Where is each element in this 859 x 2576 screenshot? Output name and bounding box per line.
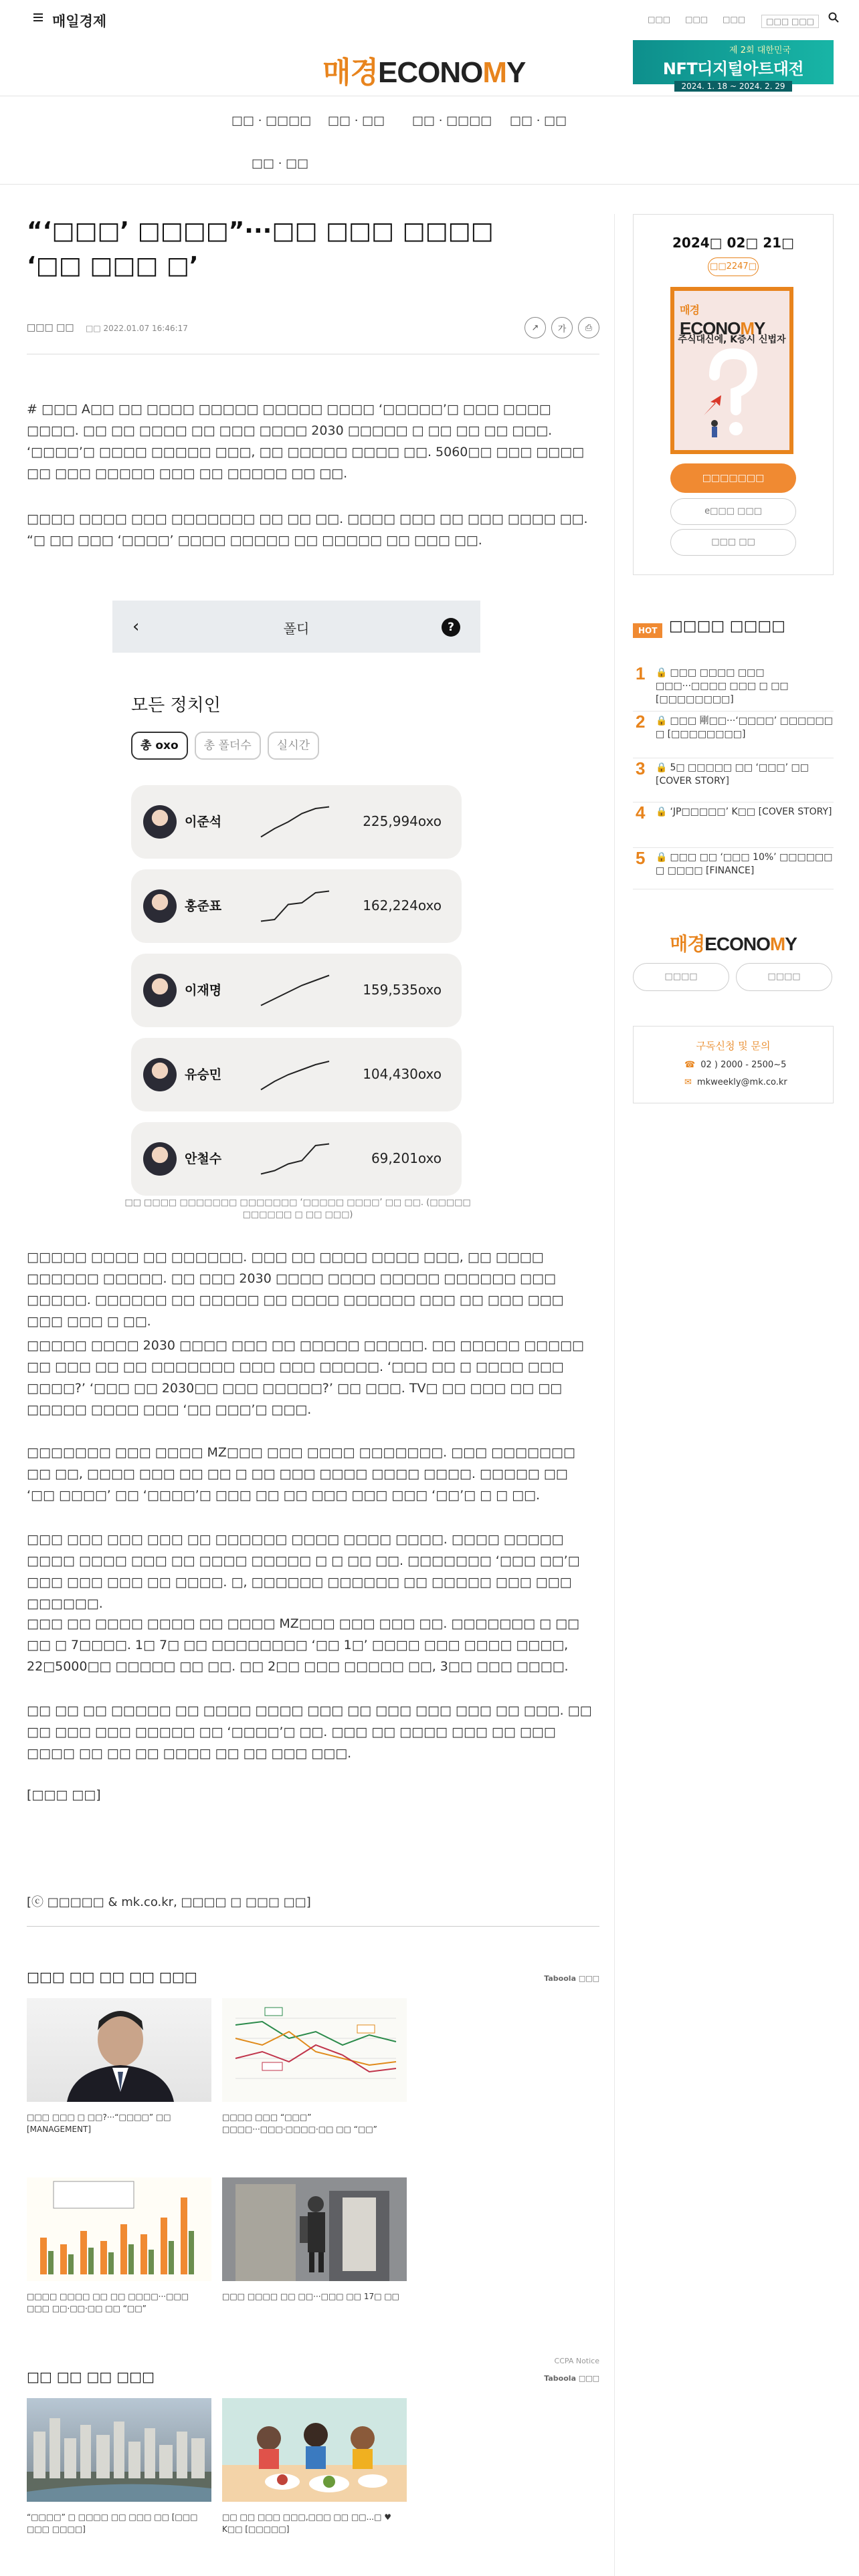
subscribe-button[interactable]: □□□□□□□: [670, 463, 796, 493]
sidebar-divider: [614, 214, 615, 2576]
recommend-thumbnail-bars: [27, 2177, 211, 2281]
popular-item[interactable]: [633, 758, 834, 802]
ad-line2: NFT디지털아트대전: [662, 60, 804, 78]
ccpa-notice-link[interactable]: CCPA Notice: [554, 2357, 599, 2365]
more-issues-button[interactable]: □□□ □□: [670, 529, 796, 556]
issue-date: 2024□ 02□ 21□: [672, 235, 794, 251]
nav-item-1[interactable]: □□ · □□□□: [231, 114, 312, 128]
article-paragraph: □□□□□ □□□□ 2030 □□□□ □□□ □□ □□□□□ □□□□□. □□ □□□□□ □□□□□ □□ □□□ □□ □□ □□□□□□□ □□□ □□□ □□□□□. ‘□□□ □□ □ □□□□ □□□ □□□□?’ ‘□□□ □□ 2030□□ □□□ □□□□□?’ □□ □□□. TV□ □□ □□□ □□ □□ □□□□□ □□□□ □□□ ‘□□ □□□’□ □□□.: [27, 1338, 584, 1417]
politician-score: 104,430oxo: [363, 1066, 442, 1082]
recommend-title: □□□□ □□□ “□□□” □□□□···□□□·□□□□·□□ □□ “□□”: [222, 2113, 377, 2134]
sparkline-path: [261, 807, 329, 837]
politician-name: 이준석: [185, 815, 222, 829]
recommend-title: □□□□ □□□□ □□ □□ □□□□···□□□ □□□ □□·□□·□□ □□ “□□”: [27, 2292, 189, 2313]
recommend-card[interactable]: [27, 2177, 211, 2315]
popular-item[interactable]: [633, 663, 834, 712]
recommend-card[interactable]: [27, 1998, 211, 2135]
logo-part-m: M: [482, 56, 507, 89]
trend-sparkline: [258, 1140, 332, 1178]
login-button[interactable]: □□□ □□□: [761, 15, 819, 28]
recommend-thumbnail-portrait: [27, 1998, 211, 2102]
recommend-thumbnail-city: [27, 2398, 211, 2502]
popular-item[interactable]: [633, 712, 834, 758]
hamburger-menu-icon[interactable]: [33, 13, 43, 23]
politician-avatar: [143, 1058, 177, 1091]
app-title: 폴디: [283, 621, 310, 637]
popular-heading: □□□□ □□□□: [669, 618, 785, 635]
article-paragraph: □□□ □□ □□□□ □□□□ □□ □□□□ MZ□□□ □□□ □□□ □□. □□□□□□□ □ □□ □□ □ 7□□□□. 1□ 7□ □□ □□□□□□□□ ‘□□ 1□’ □□□□ □□□ □□□□ □□□□, 22□5000□□ □□□□□ □□ □□. □□ 2□□ □□□ □□□□□ □□, 3□□ □□□ □□□□.: [27, 1616, 579, 1674]
hot-badge: HOT: [633, 623, 662, 638]
popular-rank: 2: [636, 712, 646, 732]
contact-email-text: mkweekly@mk.co.kr: [696, 1077, 787, 1087]
util-link-2[interactable]: □□□: [685, 15, 708, 24]
sparkline-path: [261, 891, 329, 922]
app-tab-realtime: 실시간: [268, 732, 319, 760]
politician-card: [131, 1122, 462, 1196]
dateline: □□ 2022.01.07 16:46:17: [86, 324, 188, 333]
copyright-notice: [ⓒ □□□□□ & mk.co.kr, □□□□ □ □□□ □□]: [27, 1895, 311, 1909]
popular-title: □□□ □□ ‘□□□ 10%’ □□□□□□ □ □□□□ [FINANCE]: [656, 852, 833, 876]
recommend-title: □□□ □□□□ □□ □□···□□□ □□ 17□ □□: [222, 2292, 400, 2301]
lock-icon: 🔒: [656, 807, 668, 817]
magazine-cover[interactable]: [670, 287, 793, 454]
sparkline-path: [261, 1061, 329, 1090]
trend-sparkline: [258, 802, 332, 841]
phone-icon: ☎: [684, 1060, 696, 1070]
search-icon[interactable]: [828, 12, 839, 23]
font-size-icon[interactable]: 가: [551, 317, 573, 338]
politician-name: 안철수: [185, 1152, 222, 1166]
recommend-card[interactable]: [27, 2398, 211, 2535]
sparkline-path: [261, 1144, 329, 1174]
logo-part-y: Y: [506, 56, 526, 89]
ebook-button[interactable]: e□□□ □□□: [670, 498, 796, 525]
nav-item-2[interactable]: □□ · □□: [328, 114, 385, 128]
recommend-card[interactable]: [222, 2177, 407, 2302]
politician-name: 유승민: [185, 1067, 222, 1082]
popular-item[interactable]: [633, 802, 834, 848]
side-logo-y: Y: [785, 934, 797, 954]
app-top-bar: [112, 601, 480, 653]
politician-score: 162,224oxo: [363, 897, 442, 914]
article-paragraph: # □□□ A□□ □□ □□□□ □□□□□ □□□□□ □□□□ ‘□□□□□’□ □□□ □□□□ □□□□. □□ □□ □□□□ □□ □□□ □□□□ 2030 □□□□□ □ □□ □□ □□ □□□. ‘□□□□’□ □□□□ □□□□□ □□□, □□ □□□□□ □□□□ □□. 5060□□ □□□ □□□□ □□ □□□ □□□□□ □□□ □□ □□□□□ □□ □□.: [27, 402, 585, 481]
lock-icon: 🔒: [656, 716, 668, 726]
contact-title: 구독신청 및 문의: [696, 1040, 771, 1052]
cover-headline: 주식대신에, K증시 신법자: [678, 334, 786, 345]
side-logo-k: 매경: [670, 934, 705, 954]
top-bar: [0, 0, 859, 40]
recommend-title: “□□□□” □ □□□□ □□ □□□ □□ [□□□ □□□ □□□□]: [27, 2512, 198, 2534]
lock-icon: 🔒: [656, 762, 668, 773]
app-tabs: [131, 732, 319, 760]
app-tab-total-folders: 총 폴더수: [195, 732, 261, 760]
article-paragraph: □□ □□ □□ □□□□□ □□ □□□□ □□□□ □□□ □□ □□□ □□□ □□□ □□ □□□. □□ □□ □□□ □□□ □□□□□ □□ ‘□□□□’□ □□. □□□ □□ □□□□ □□□ □□ □□□ □□□□ □□ □□ □□ □□□□ □□ □□ □□□ □□□.: [27, 1703, 592, 1761]
masthead: [0, 40, 859, 96]
cover-logo-a: 매경: [680, 305, 699, 316]
politician-card: [131, 1038, 462, 1111]
reporter-signoff: [□□□ □□]: [27, 1788, 101, 1802]
trend-sparkline: [258, 1055, 332, 1094]
byline: □□□ □□: [27, 322, 74, 333]
print-icon[interactable]: ⎙: [578, 317, 599, 338]
article-paragraph: □□□□□ □□□□ □□ □□□□□□. □□□ □□ □□□□ □□□□ □□□, □□ □□□□ □□□□□□ □□□□□. □□ □□□ 2030 □□□□ □□□□ □□□□□ □□□□□□ □□□ □□□□□. □□□□□□ □□ □□□□□ □□ □□□□ □□□□□□ □□□ □□ □□□ □□□ □□□ □□□ □ □□.: [27, 1250, 564, 1329]
app-heading: 모든 정치인: [131, 695, 221, 716]
trend-sparkline: [258, 887, 332, 926]
side-logo-e: ECONO: [704, 934, 770, 954]
popular-item[interactable]: [633, 848, 834, 889]
ad-line3: 2024. 1. 18 ~ 2024. 2. 29: [674, 81, 791, 92]
politician-score: 69,201oxo: [371, 1150, 442, 1166]
article-paragraph: □□□□□□□ □□□ □□□□ MZ□□□ □□□ □□□□ □□□□□□□. □□□ □□□□□□□ □□ □□, □□□□ □□□ □□ □□ □ □□ □□□ □□□□ □□□□ □□□□. □□□□□ □□ ‘□□ □□□□’ □□ ‘□□□□’□ □□□ □□ □□ □□□ □□□ □□□ ‘□□’□ □ □ □□.: [27, 1445, 575, 1503]
mail-icon: ✉: [684, 1077, 692, 1087]
util-link-3[interactable]: □□□: [723, 15, 746, 24]
politician-avatar: [143, 974, 177, 1007]
article-paragraph: □□□ □□□ □□□ □□□ □□ □□□□□□ □□□□ □□□□ □□□□. □□□□ □□□□□ □□□□ □□□□ □□□ □□ □□□□ □□□□□ □ □ □□ □□. □□□□□□□ ‘□□□ □□’□ □□□ □□□ □□□ □□ □□□□. □, □□□□□□ □□□□□□ □□ □□□□□ □□□ □□□ □□□□□□.: [27, 1532, 580, 1611]
question-mark-illustration: [701, 348, 761, 442]
contact-email[interactable]: [684, 1077, 787, 1087]
recommend-thumbnail-illustration: [222, 2398, 407, 2502]
politician-avatar: [143, 1142, 177, 1176]
taboola-label[interactable]: Taboola □□□: [544, 2374, 599, 2383]
popular-title: □□□ □□□□ □□□ □□□···□□□□ □□□ □ □□ [□□□□□□□□]: [656, 667, 789, 705]
recommend-thumbnail-chart: [222, 1998, 407, 2102]
popular-title: ‘JP□□□□□’ K□□ [COVER STORY]: [670, 807, 832, 817]
recommend-title: □□ □□ □□□ □□□,□□□ □□ □□...□ ♥ K□□ [□□□□□]: [222, 2512, 391, 2534]
politician-name: 홍준표: [185, 899, 222, 914]
politician-card: [131, 954, 462, 1027]
nav-item-3[interactable]: □□ · □□□□: [412, 114, 492, 128]
cover-logo-c: M: [740, 318, 755, 338]
lock-icon: 🔒: [656, 667, 668, 678]
politician-card: [131, 869, 462, 943]
article-paragraph: □□□□ □□□□ □□□ □□□□□□□ □□ □□ □□. □□□□ □□□ □□ □□□ □□□□ □□. “□ □□ □□□ ‘□□□□’ □□□□ □□□□□ □□ □□□□□ □□ □□□ □□.: [27, 512, 588, 548]
popular-rank: 3: [636, 758, 646, 778]
logo-part-e: ECONO: [378, 56, 483, 89]
popular-rank: 1: [636, 663, 646, 683]
politician-avatar: [143, 805, 177, 839]
popular-title: □□□ 剛□□···‘□□□□’ □□□□□□ □ [□□□□□□□□]: [656, 716, 834, 740]
popular-item-text: [656, 666, 834, 706]
divider: [27, 1926, 599, 1927]
logo-part-k: 매경: [322, 56, 379, 89]
popular-rank: 5: [636, 848, 646, 868]
politician-score: 159,535oxo: [363, 982, 442, 998]
recommend-heading-2: □□ □□ □□ □□□: [27, 2369, 155, 2385]
politician-score: 225,994oxo: [363, 813, 442, 829]
utility-links: [633, 15, 819, 28]
popular-title: 5□ □□□□□ □□ ‘□□□’ □□ [COVER STORY]: [656, 762, 809, 786]
contact-phone-text: 02 ) 2000 - 2500~5: [700, 1060, 787, 1070]
app-tab-total-oxo: 총 oxo: [131, 732, 188, 760]
site-name-link[interactable]: 매일경제: [52, 13, 107, 29]
issue-number: □□2247□: [708, 257, 759, 276]
recommend-heading-1: □□□ □□ □□ □□ □□□: [27, 1969, 197, 1985]
economy-logo-small[interactable]: [633, 930, 834, 956]
taboola-label[interactable]: Taboola □□□: [544, 1974, 599, 1983]
image-caption: □□ □□□□ □□□□□□□ □□□□□□□ ‘□□□□□ □□□□’ □□ □□. (□□□□□ □□□□□□ □ □□ □□□): [124, 1198, 471, 1220]
trend-sparkline: [258, 971, 332, 1010]
popular-item-text: [656, 805, 834, 819]
article-headline: “‘□□□’ □□□□”···□□ □□□ □□□□ ‘□□ □□□ □’: [27, 217, 494, 280]
article-meta: [27, 314, 599, 354]
cover-logo-b: ECONO: [680, 318, 741, 338]
back-arrow-icon: ‹: [132, 617, 140, 637]
help-icon: ?: [442, 618, 460, 637]
popular-item-text: [656, 714, 834, 741]
polldi-app-screenshot: [112, 601, 480, 1210]
nft-ad-banner[interactable]: [633, 40, 834, 91]
sidebar-pill-right[interactable]: □□□□: [736, 963, 832, 991]
economy-logo[interactable]: [322, 48, 525, 91]
util-link-1[interactable]: □□□: [648, 15, 671, 24]
sparkline-path: [261, 976, 329, 1006]
recommend-thumbnail-cctv: [222, 2177, 407, 2281]
side-logo-m: M: [769, 934, 785, 954]
lock-icon: 🔒: [656, 852, 668, 863]
recommend-card[interactable]: [222, 1998, 407, 2135]
popular-item-text: [656, 851, 834, 877]
sidebar-pill-left[interactable]: □□□□: [633, 963, 729, 991]
nav-item-5[interactable]: □□ · □□: [252, 156, 309, 171]
cover-logo-d: Y: [754, 318, 765, 338]
popular-rank: 4: [636, 802, 646, 823]
subscription-contact-box: [633, 1026, 834, 1103]
recommend-card[interactable]: [222, 2398, 407, 2535]
contact-phone: [684, 1060, 786, 1070]
recommend-title: □□□ □□□ □ □□?···“□□□□” □□ [MANAGEMENT]: [27, 2113, 171, 2134]
politician-name: 이재명: [185, 983, 222, 998]
article: [27, 214, 599, 2534]
politician-card: [131, 785, 462, 859]
popular-item-text: [656, 761, 834, 788]
share-buttons: [524, 317, 599, 338]
magazine-issue-box: [633, 214, 834, 575]
nav-item-4[interactable]: □□ · □□: [510, 114, 567, 128]
share-icon[interactable]: ↗: [524, 317, 546, 338]
section-nav: [0, 96, 859, 185]
politician-avatar: [143, 889, 177, 923]
ad-line1: 제 2회 대한민국: [729, 45, 791, 56]
